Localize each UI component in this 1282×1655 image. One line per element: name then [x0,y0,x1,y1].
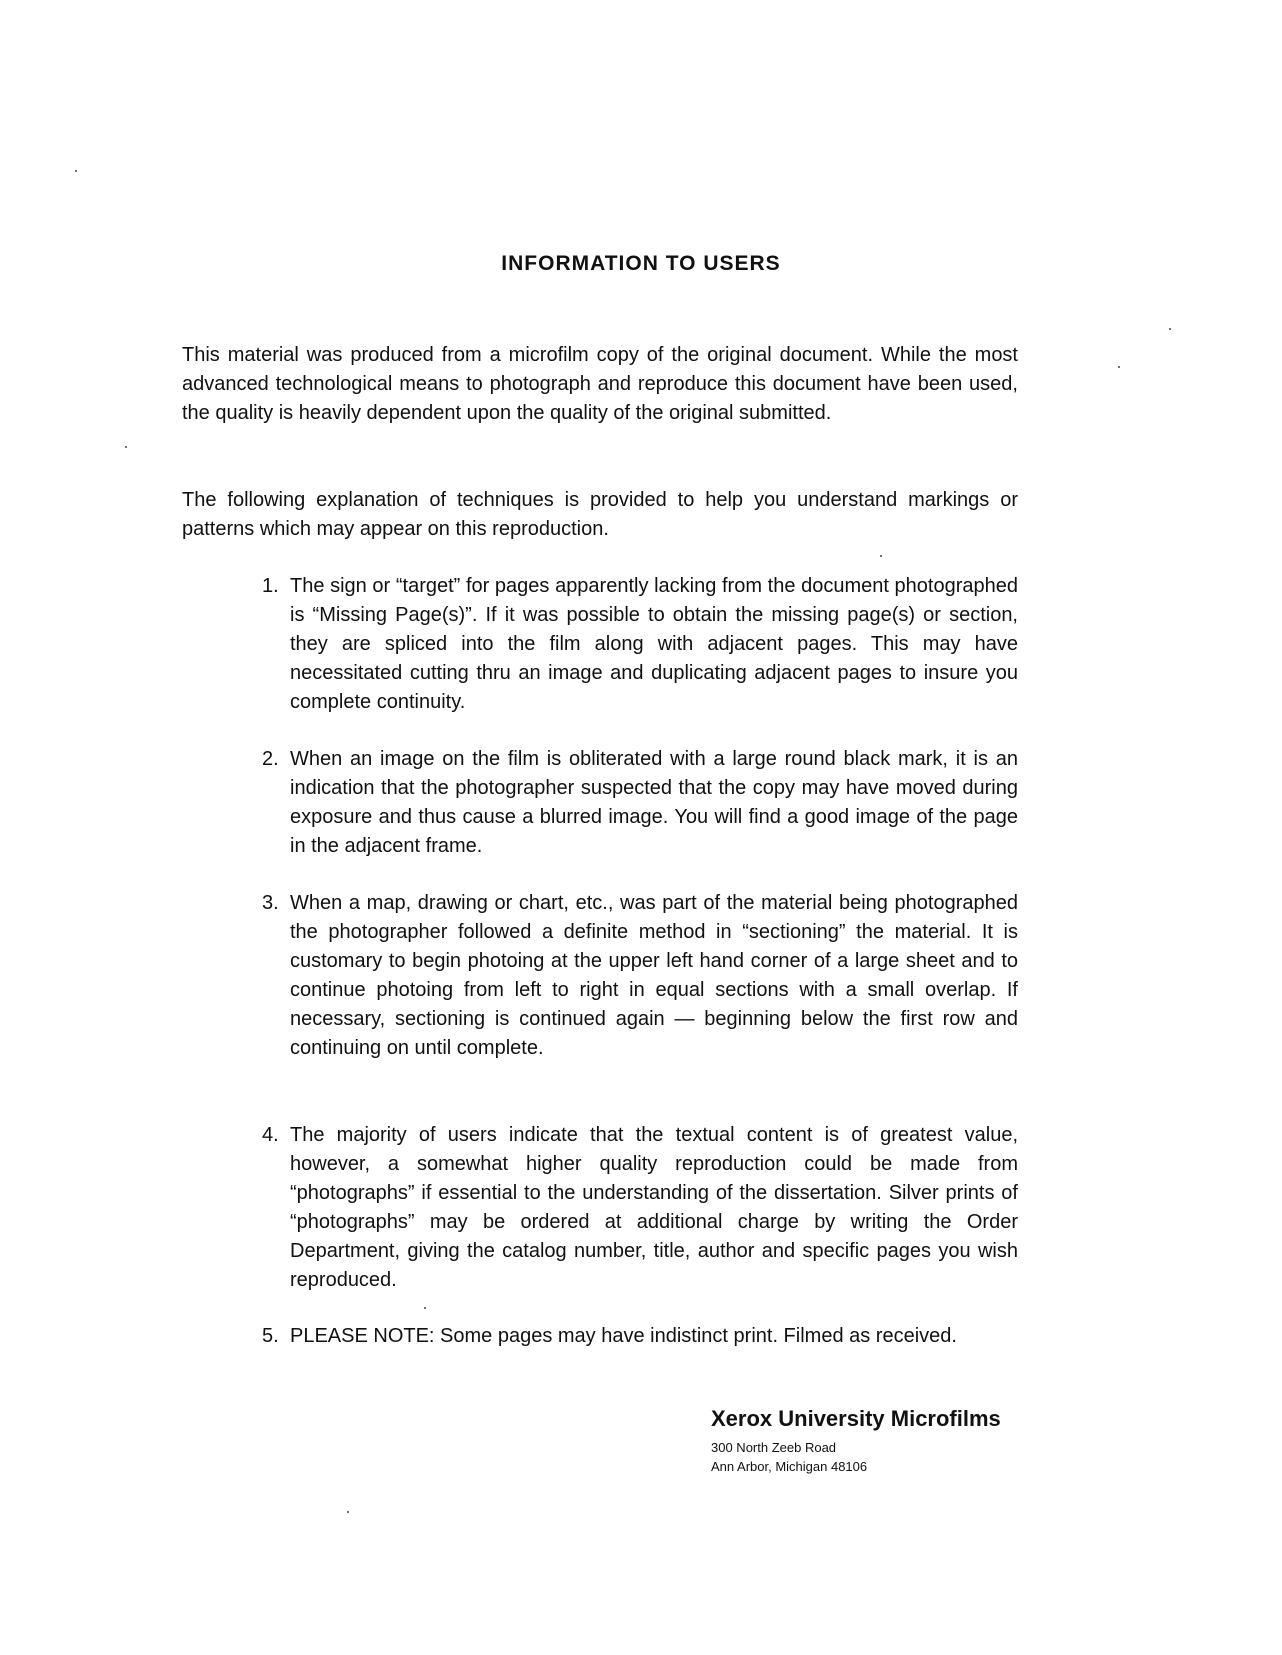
intro-paragraph: The following explanation of techniques is provided to help you understand markings or patterns which may appear on this reproduction. [182,489,1018,540]
list-item-text: When a map, drawing or chart, etc., was part of the material being photographed the photographer followed a definite method in “sectioning” the material. It is customary to begin photoing at the upper left hand corner of a large sheet and to continue photoing from left to right in equal sections with a small overlap. If necessary, sectioning is continued again — beginning below the first row and continuing on until complete. [290,892,1018,1059]
list-item-text: The sign or “target” for pages apparently lacking from the document photographed is “Missing Page(s)”. If it was possible to obtain the missing page(s) or section, they are spliced into the film along with adjacent pages. This may have necessitated cutting thru an image and duplicating adjacent pages to insure you complete continuity. [290,575,1018,713]
list-item [262,572,1018,717]
publisher-block [711,1406,1031,1476]
scan-speck [880,555,882,557]
publisher-address-line: Ann Arbor, Michigan 48106 [711,1459,868,1474]
scan-speck [424,1307,426,1309]
intro-paragraph: This material was produced from a microfilm copy of the original document. While the most advanced technological means to photograph and reproduce this document have been used, the quality is heavily dependent upon the quality of the original submitted. [182,344,1018,424]
page-title: INFORMATION TO USERS [501,252,781,275]
scan-speck [125,446,127,448]
list-item-number: 4. [262,1124,279,1146]
list-item-number: 1. [262,575,279,597]
list-item-text: The majority of users indicate that the textual content is of greatest value, however, a somewhat higher quality reproduction could be made from “photographs” if essential to the understanding of the dissertation. Silver prints of “photographs” may be ordered at additional charge by writing the Order Department, giving the catalog number, title, author and specific pages you wish reproduced. [290,1124,1018,1291]
publisher-name: Xerox University Microfilms [711,1406,1001,1431]
list-item [262,1322,1018,1351]
list-item-text: PLEASE NOTE: Some pages may have indistinct print. Filmed as received. [290,1325,957,1347]
scan-speck [1169,328,1171,330]
list-item-number: 5. [262,1325,279,1347]
list-item [262,889,1018,1063]
list-item [262,1121,1018,1295]
publisher-address-line: 300 North Zeeb Road [711,1440,837,1455]
scan-speck [75,170,77,172]
list-item [262,745,1018,861]
list-item-number: 2. [262,748,279,770]
list-item-number: 3. [262,892,279,914]
list-item-text: When an image on the film is obliterated with a large round black mark, it is an indication that the photographer suspected that the copy may have moved during exposure and thus cause a blurred image. You will find a good image of the page in the adjacent frame. [290,748,1018,857]
scan-speck [1118,366,1120,368]
scan-speck [347,1511,349,1513]
